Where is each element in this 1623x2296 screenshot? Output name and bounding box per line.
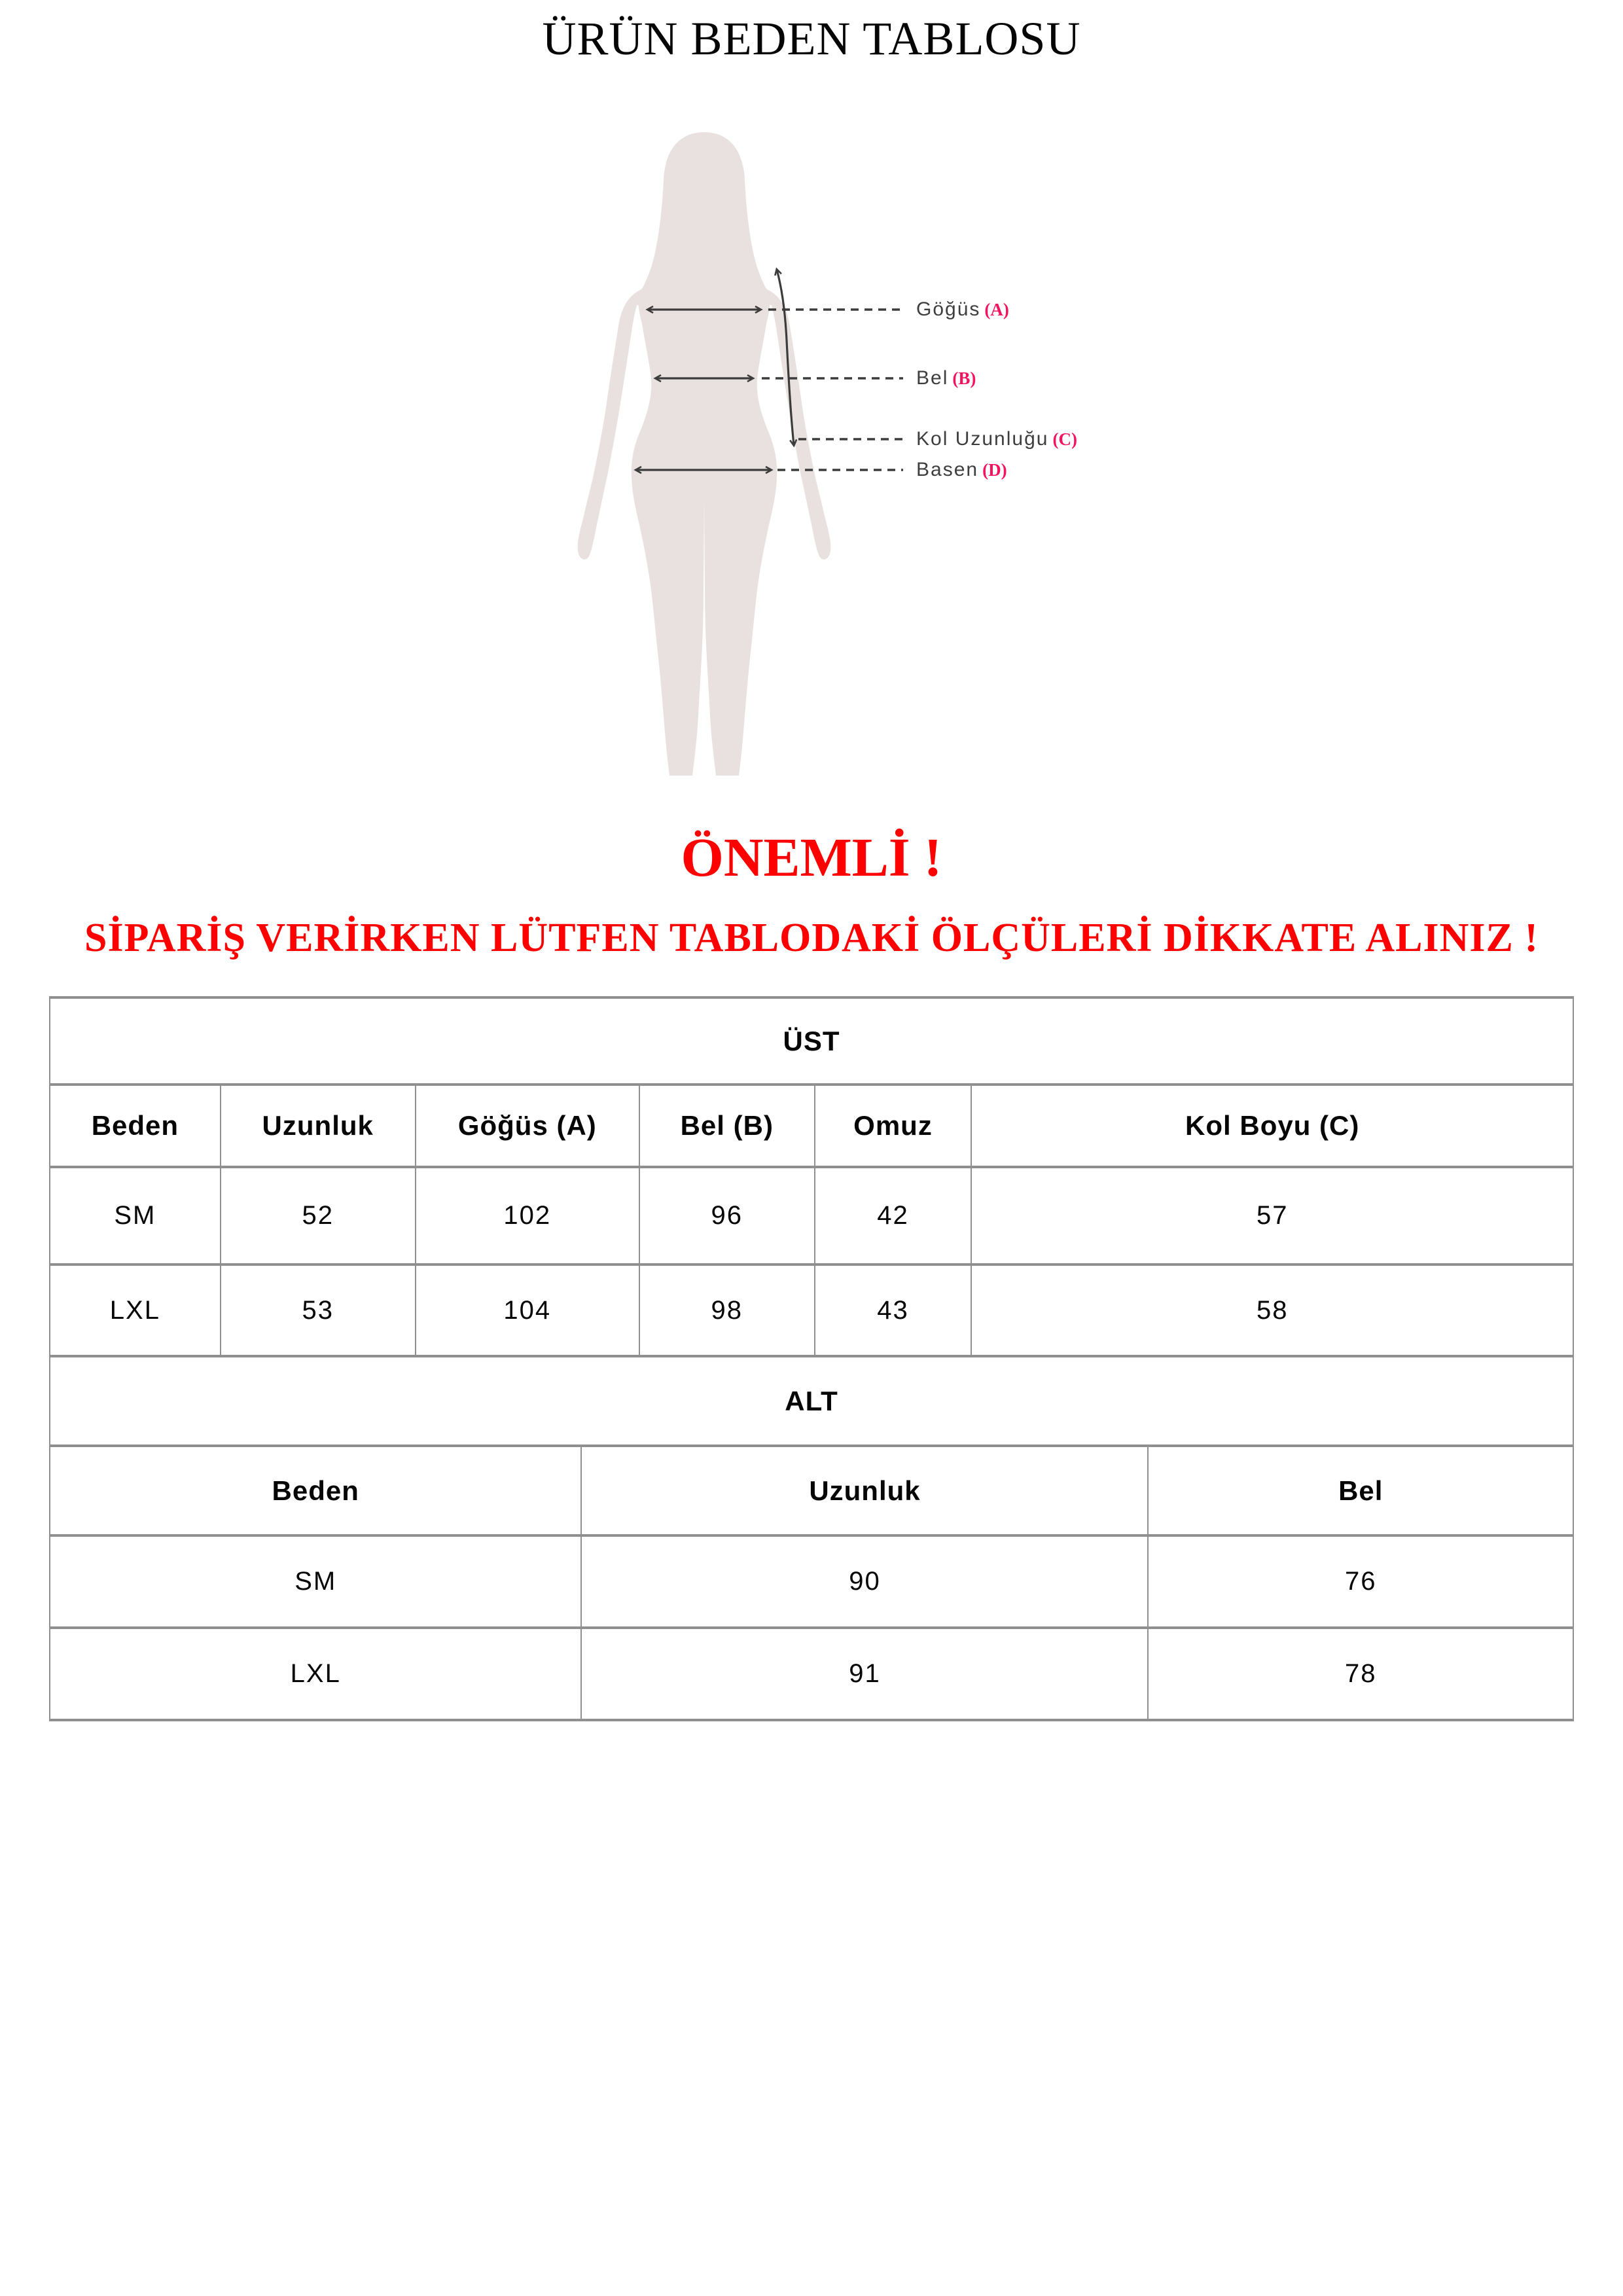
measure-label-text: Bel bbox=[916, 367, 949, 389]
size-cell: LXL bbox=[50, 1628, 581, 1720]
table-row bbox=[50, 1167, 1573, 1265]
table-header-row bbox=[50, 1446, 1573, 1535]
table-cell: 90 bbox=[581, 1535, 1148, 1628]
page-title: ÜRÜN BEDEN TABLOSU bbox=[542, 12, 1081, 65]
size-cell: LXL bbox=[50, 1265, 221, 1356]
column-header: Omuz bbox=[815, 1085, 972, 1167]
size-cell: SM bbox=[50, 1167, 221, 1265]
table-cell: 98 bbox=[639, 1265, 815, 1356]
size-tables bbox=[49, 996, 1574, 1721]
table-cell: 78 bbox=[1148, 1628, 1573, 1720]
column-header: Bel bbox=[1148, 1446, 1573, 1535]
measure-label-code: (A) bbox=[984, 300, 1009, 319]
table-cell: 58 bbox=[971, 1265, 1573, 1356]
table-header-row bbox=[50, 1085, 1573, 1167]
measure-label-code: (B) bbox=[952, 368, 976, 388]
table-cell: 52 bbox=[221, 1167, 416, 1265]
order-notice: SİPARİŞ VERİRKEN LÜTFEN TABLODAKİ ÖLÇÜLERİ DİKKATE ALINIZ ! bbox=[84, 916, 1539, 960]
table-row bbox=[50, 1535, 1573, 1628]
measure-label-basen bbox=[916, 458, 1007, 485]
table-cell: 102 bbox=[416, 1167, 639, 1265]
size-table-ust bbox=[49, 996, 1574, 1357]
column-header: Uzunluk bbox=[581, 1446, 1148, 1535]
column-header: Bel (B) bbox=[639, 1085, 815, 1167]
column-header: Kol Boyu (C) bbox=[971, 1085, 1573, 1167]
size-table-alt bbox=[49, 1355, 1574, 1721]
measure-label-text: Kol Uzunluğu bbox=[916, 428, 1049, 450]
size-cell: SM bbox=[50, 1535, 581, 1628]
column-header: Beden bbox=[50, 1446, 581, 1535]
important-heading: ÖNEMLİ ! bbox=[681, 827, 942, 888]
right-arm-shape bbox=[767, 289, 830, 560]
table-cell: 53 bbox=[221, 1265, 416, 1356]
table-cell: 96 bbox=[639, 1167, 815, 1265]
table-row bbox=[50, 1628, 1573, 1720]
body-silhouette-svg bbox=[543, 118, 1080, 792]
measure-label-kol bbox=[916, 427, 1077, 454]
measure-label-gogus bbox=[916, 298, 1009, 325]
column-header: Uzunluk bbox=[221, 1085, 416, 1167]
table-cell: 76 bbox=[1148, 1535, 1573, 1628]
measure-label-code: (D) bbox=[982, 460, 1007, 480]
left-arm-shape bbox=[578, 289, 641, 560]
table-cell: 42 bbox=[815, 1167, 972, 1265]
figure-diagram bbox=[543, 118, 1080, 792]
column-header: Göğüs (A) bbox=[416, 1085, 639, 1167]
torso-legs-shape bbox=[632, 266, 777, 776]
column-header: Beden bbox=[50, 1085, 221, 1167]
section-header-ust: ÜST bbox=[50, 997, 1573, 1085]
table-cell: 57 bbox=[971, 1167, 1573, 1265]
table-cell: 91 bbox=[581, 1628, 1148, 1720]
measure-label-text: Göğüs bbox=[916, 298, 981, 320]
measure-label-bel bbox=[916, 367, 976, 393]
measure-label-code: (C) bbox=[1052, 429, 1077, 449]
table-cell: 104 bbox=[416, 1265, 639, 1356]
section-header-alt: ALT bbox=[50, 1356, 1573, 1446]
table-cell: 43 bbox=[815, 1265, 972, 1356]
table-row bbox=[50, 1265, 1573, 1356]
measure-label-text: Basen bbox=[916, 459, 979, 480]
hair-head-shape bbox=[633, 132, 775, 306]
